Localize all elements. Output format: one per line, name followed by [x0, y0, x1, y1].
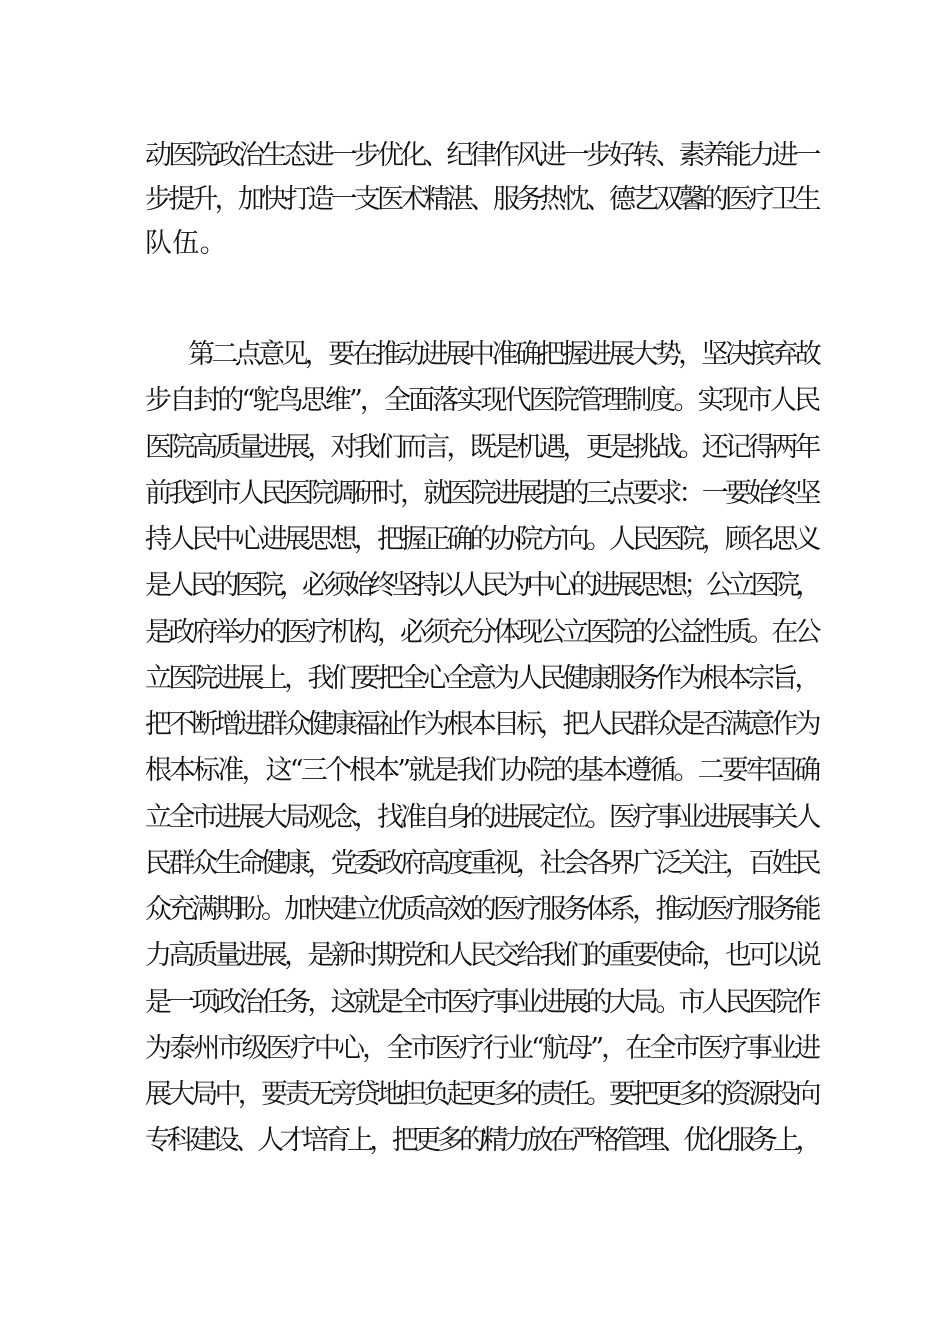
- paragraph-2-line-6: 是人民的医院，必须始终坚持以人民为中心的进展思想；公立医院，: [145, 570, 818, 601]
- paragraph-2-line-13: 众充满期盼。加快建立优质高效的医疗服务体系，推动医疗服务能: [145, 894, 818, 925]
- paragraph-2-line-7: 是政府举办的医疗机构，必须充分体现公立医院的公益性质。在公: [145, 617, 818, 648]
- paragraph-2-line-4: 前我到市人民医院调研时，就医院进展提的三点要求：一要始终坚: [145, 478, 818, 509]
- paragraph-2-line-11: 立全市进展大局观念，找准自身的进展定位。医疗事业进展事关人: [145, 802, 818, 833]
- paragraph-2-line-12: 民群众生命健康，党委政府高度重视，社会各界广泛关注，百姓民: [145, 848, 818, 879]
- paragraph-2-line-16: 为泰州市级医疗中心，全市医疗行业“航母”，在全市医疗事业进: [145, 1033, 819, 1064]
- paragraph-2-line-1: 第二点意见，要在推动进展中准确把握进展大势，坚决摈弃故: [188, 339, 819, 370]
- paragraph-1-line-2: 步提升，加快打造一支医术精湛、服务热忱、德艺双馨的医疗卫生: [145, 184, 818, 215]
- paragraph-2-line-5: 持人民中心进展思想，把握正确的办院方向。人民医院，顾名思义: [145, 524, 818, 555]
- paragraph-2-line-14: 力高质量进展，是新时期党和人民交给我们的重要使命，也可以说: [145, 940, 818, 971]
- paragraph-2-line-9: 把不断增进群众健康福祉作为根本目标，把人民群众是否满意作为: [145, 709, 818, 740]
- paragraph-2-line-15: 是一项政治任务，这就是全市医疗事业进展的大局。市人民医院作: [145, 987, 818, 1018]
- paragraph-2-line-17: 展大局中，要责无旁贷地担负起更多的责任。要把更多的资源投向: [145, 1079, 818, 1110]
- paragraph-2-line-18: 专科建设、人才培育上，把更多的精力放在严格管理、优化服务上，: [145, 1125, 818, 1156]
- paragraph-2-line-2: 步自封的“鸵鸟思维”，全面落实现代医院管理制度。实现市人民: [145, 385, 819, 416]
- paragraph-1-line-1: 动医院政治生态进一步优化、纪律作风进一步好转、素养能力进一: [145, 140, 818, 171]
- paragraph-2-line-3: 医院高质量进展，对我们而言，既是机遇，更是挑战。还记得两年: [145, 432, 818, 463]
- paragraph-1-line-3: 队伍。: [145, 228, 227, 259]
- paragraph-2-line-8: 立医院进展上，我们要把全心全意为人民健康服务作为根本宗旨，: [145, 663, 818, 694]
- paragraph-2-line-10: 根本标准，这“三个根本”就是我们办院的基本遵循。二要牢固确: [145, 755, 819, 786]
